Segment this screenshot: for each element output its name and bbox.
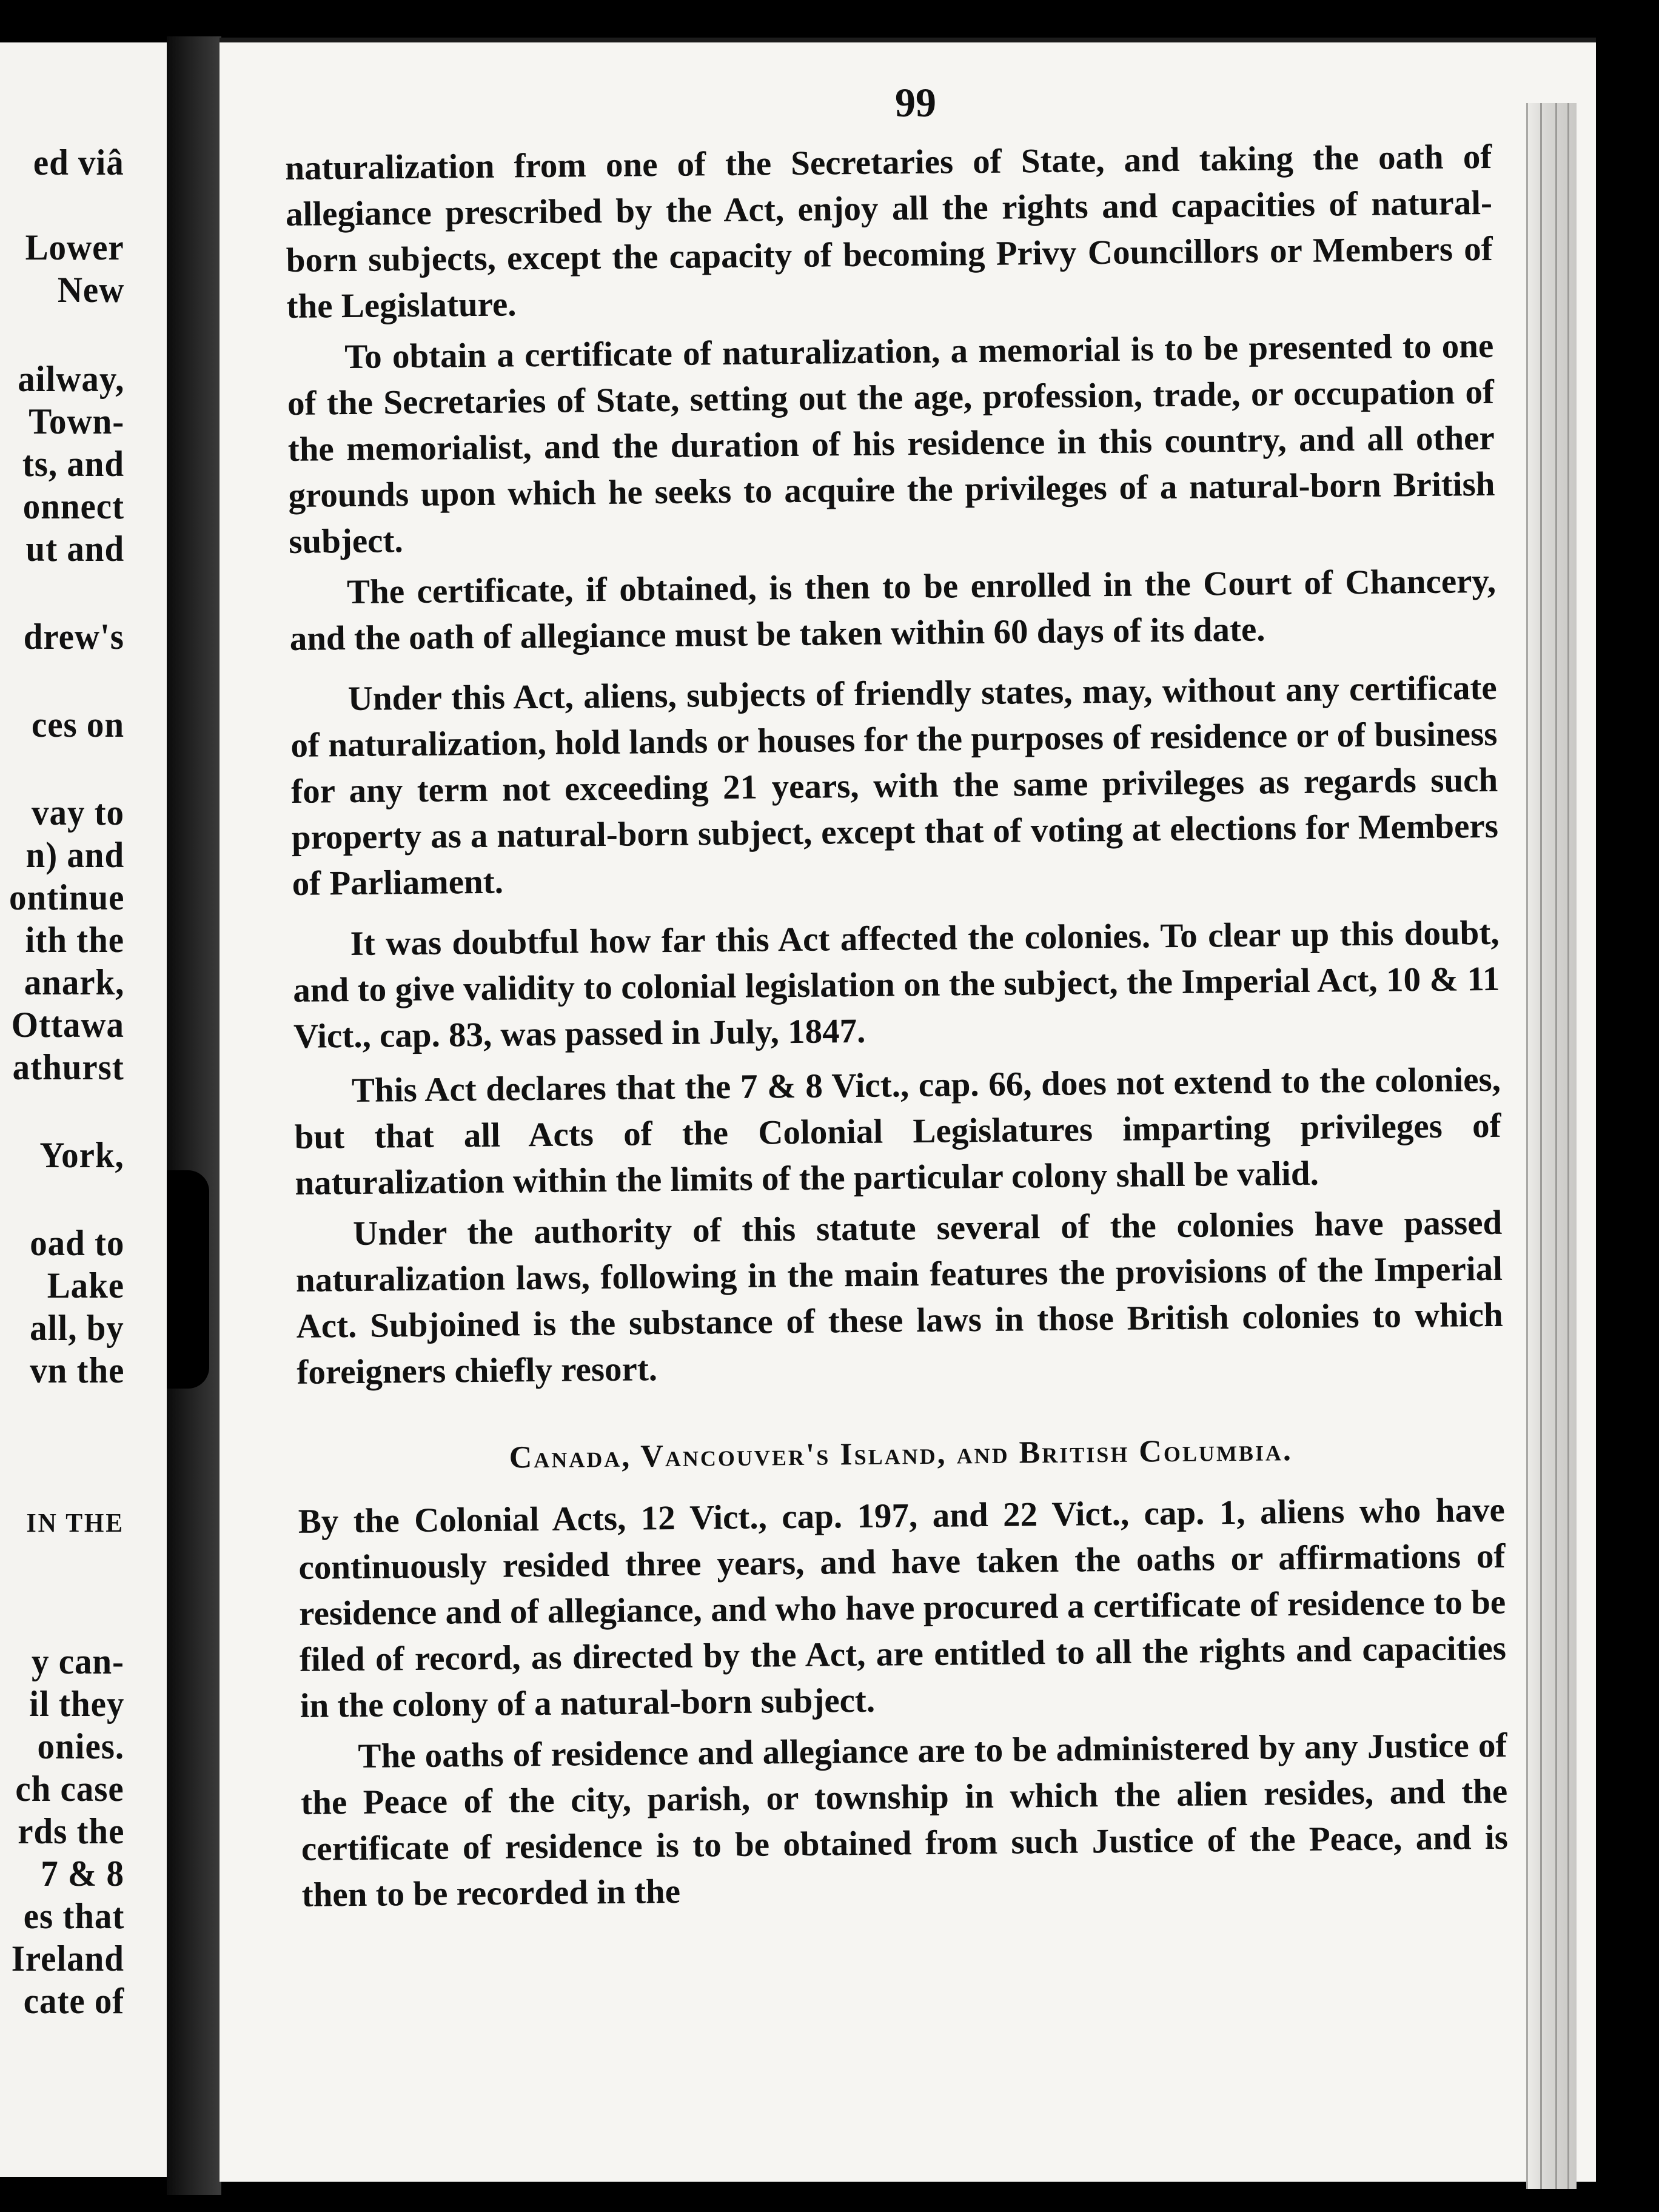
paragraph: The oaths of residence and allegiance are to be administered by any Justice of the Peace of the city, parish, or township in which the alien resides, and the certificate of residence is to be obtained from such Justice of the Peace, and is then to be recorded in the	[300, 1726, 1509, 1914]
facing-page-line: Ireland	[11, 1939, 124, 1979]
paragraph: The certificate, if obtained, is then to be enrolled in the Court of Chancery, and the oath of allegiance must be taken within 60 days of its date.	[289, 561, 1496, 658]
paragraph: To obtain a certificate of naturalization, a memorial is to be presented to one of the Secretaries of State, setting out the age, profession, trade, or occupation of the memorialist, and the duration of his residence in this country, and all other grounds upon which he seeks to acquire the privileges of a natural-born British subject.	[287, 326, 1495, 561]
facing-page-line: ontinue	[8, 877, 124, 917]
facing-page-line: athurst	[12, 1047, 124, 1087]
facing-page-line: York,	[39, 1135, 124, 1175]
book-gutter	[167, 36, 221, 2195]
facing-page-line: Ottawa	[11, 1005, 124, 1045]
page-edge	[1526, 103, 1577, 2189]
facing-page-line: anark,	[24, 962, 124, 1002]
facing-page-line: vay to	[32, 793, 124, 833]
facing-page-line: il they	[28, 1684, 124, 1724]
facing-page-line: ces on	[32, 705, 124, 745]
facing-page-line: New	[57, 270, 124, 310]
facing-page-line: Town-	[28, 401, 124, 441]
binding-notch	[167, 1170, 209, 1389]
page-body	[285, 134, 1509, 1923]
paragraph: Under the authority of this statute several of the colonies have passed naturalization laws, following in the main features the provisions of the Imperial Act. Subjoined is the substance of these laws in those British colonies to which foreigners chiefly resort.	[295, 1203, 1503, 1392]
facing-page-line: rds the	[17, 1811, 124, 1851]
paragraph: It was doubtful how far this Act affected the colonies. To clear up this doubt, and to give validity to colonial legislation on the subject, the Imperial Act, 10 & 11 Vict., cap. 83, was passed in July, 1847.	[293, 913, 1500, 1056]
facing-page-line: all, by	[30, 1308, 124, 1348]
facing-page-line: ailway,	[17, 359, 124, 399]
section-heading: Canada, Vancouver's Island, and British Columbia.	[509, 1433, 1293, 1475]
facing-page-line: 7 & 8	[41, 1854, 124, 1894]
facing-page-line: onnect	[22, 486, 124, 526]
facing-page-line: onies.	[37, 1726, 124, 1766]
page-number: 99	[895, 79, 936, 126]
paragraph: naturalization from one of the Secretaries of State, and taking the oath of allegiance prescribed by the Act, enjoy all the rights and capacities of natural-born subjects, except the capacity of becoming Privy Councillors or Members of the Legislature.	[285, 137, 1493, 326]
facing-page-line: cate of	[23, 1981, 124, 2021]
facing-page-line: drew's	[23, 617, 124, 657]
facing-page-line: ts, and	[22, 444, 124, 484]
facing-page-line: Lake	[47, 1265, 124, 1305]
facing-page-line: ed viâ	[33, 142, 124, 183]
facing-page-line: ch case	[15, 1769, 124, 1809]
paragraph: By the Colonial Acts, 12 Vict., cap. 197, and 22 Vict., cap. 1, aliens who have continuously resided three years, and have taken the oaths or affirmations of residence and of allegiance, and who have procured a certificate of residence to be filed of record, as directed by the Act, are entitled to all the rights and capacities in the colony of a natural-born subject.	[298, 1490, 1507, 1725]
facing-page-line: ith the	[25, 920, 124, 960]
paragraph: Under this Act, aliens, subjects of friendly states, may, without any certificate of naturalization, hold lands or houses for the purposes of residence or of business for any term not exceeding 21 years, with the same privileges as regards such property as a natural-born subject, except that of voting at elections for Members of Parliament.	[290, 668, 1499, 903]
paragraph: This Act declares that the 7 & 8 Vict., cap. 66, does not extend to the colonies, but that all Acts of the Colonial Legislatures imparting privileges of naturalization within the limits of the particular colony shall be valid.	[294, 1060, 1501, 1202]
facing-page-line: IN THE	[26, 1508, 124, 1538]
facing-page	[0, 42, 172, 2177]
facing-page-line: es that	[23, 1896, 124, 1936]
facing-page-line: vn the	[29, 1350, 124, 1390]
facing-page-line: y can-	[32, 1641, 124, 1681]
facing-page-line: Lower	[25, 227, 124, 267]
facing-page-line: ut and	[25, 529, 124, 569]
facing-page-line: oad to	[29, 1223, 124, 1263]
scan-border	[1638, 0, 1659, 2212]
facing-page-line: n) and	[25, 835, 124, 875]
